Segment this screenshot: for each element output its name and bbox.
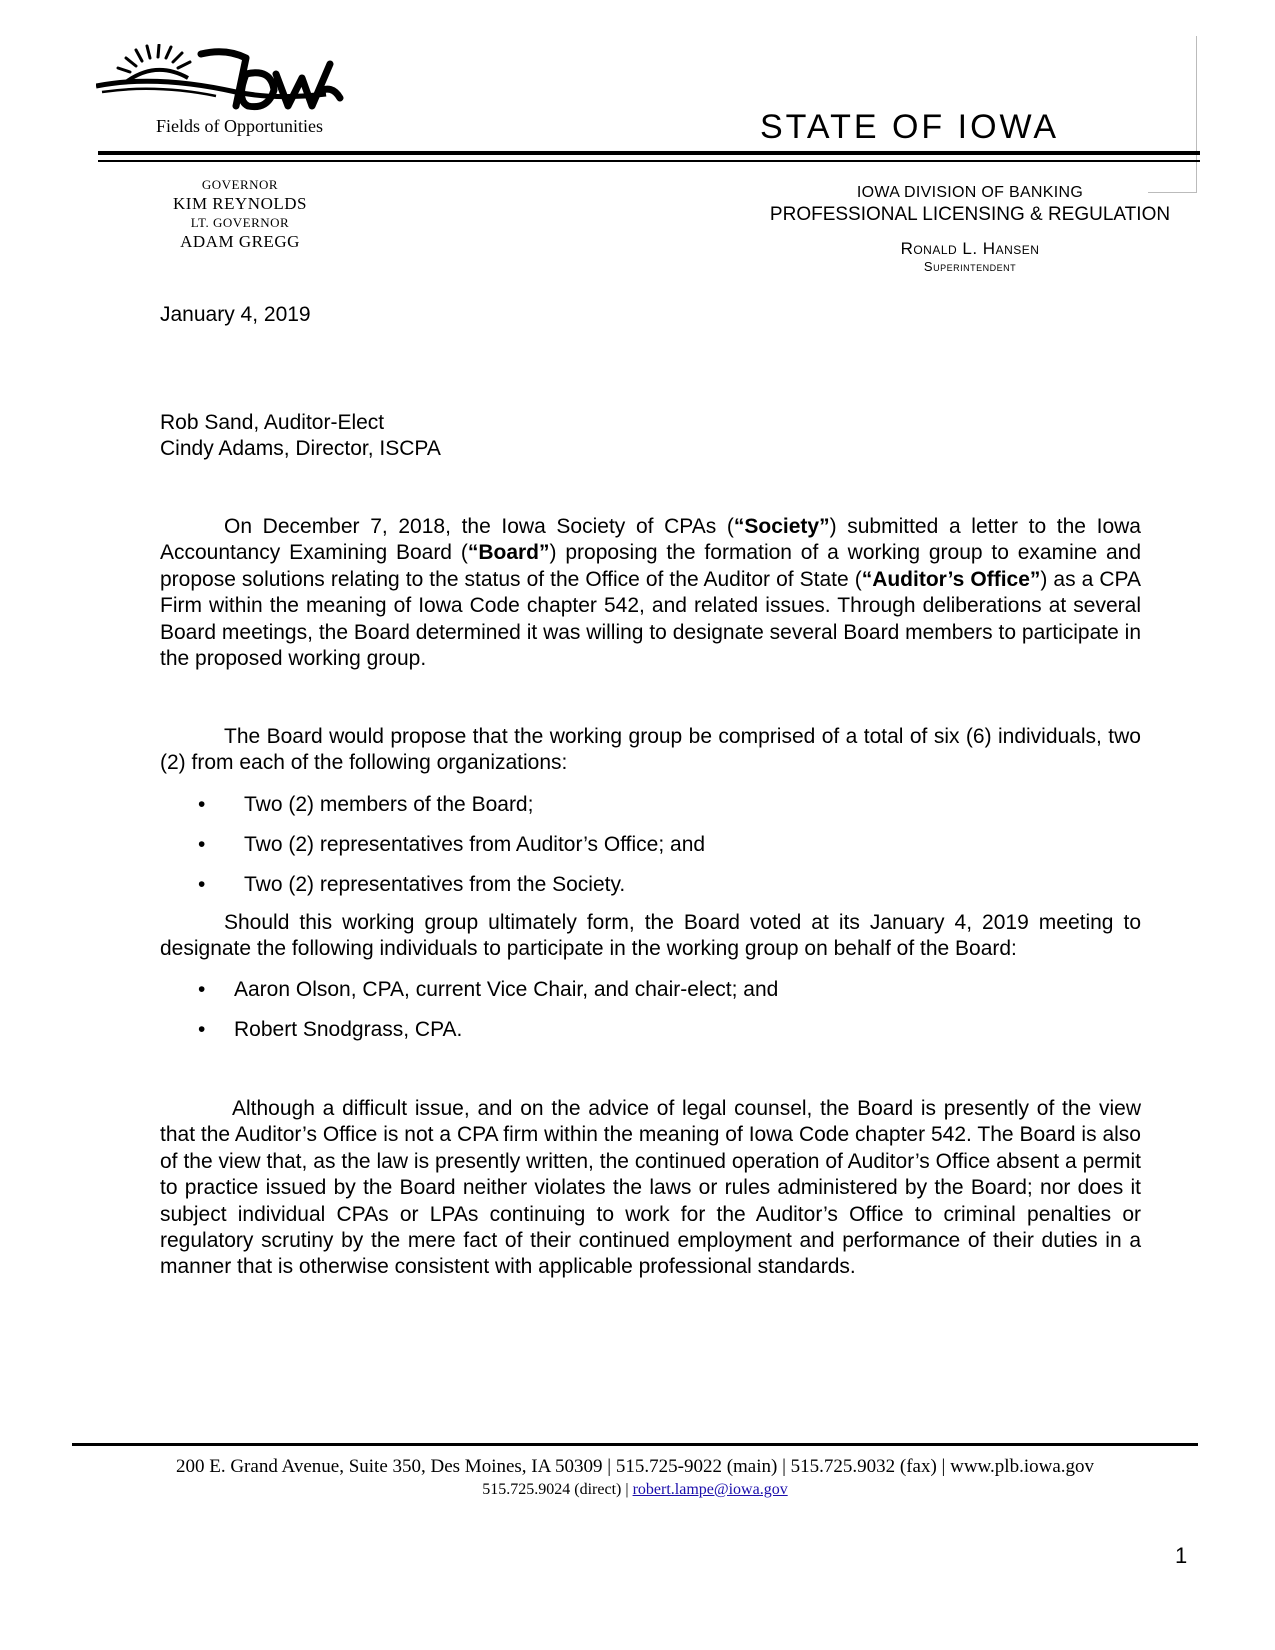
bullet-icon: • (198, 1018, 206, 1041)
p1-term-auditors-office: “Auditor’s Office” (861, 567, 1041, 591)
footer-address: 200 E. Grand Avenue, Suite 350, Des Moines, IA 50309 | 515.725-9022 (main) | 515.725.9032 (fax) | www.plb.iowa.gov (175, 1456, 1094, 1477)
paragraph-2: The Board would propose that the working group be comprised of a total of six (6) individuals, two (2) from each of the following organizations: (160, 725, 1141, 775)
division-name: IOWA DIVISION OF BANKING (856, 184, 1084, 201)
governor-name: KIM REYNOLDS (173, 194, 307, 213)
p1-text-g: ) as a CPA Firm within the meaning of Iowa Code chapter 542, and related issues. Through deliberations at several Board meetings, the Board determined it was willing to designate several Board members to participate in the proposed working group. (160, 567, 1141, 671)
p1-term-society: “Society” (733, 515, 830, 538)
paragraph-3: Should this working group ultimately form, the Board voted at its January 4, 2019 meeting to designate the following individuals to participate in the working group on behalf of the Board: (160, 911, 1141, 961)
recipient-1: Rob Sand, Auditor-Elect (160, 411, 385, 434)
bullet-icon: • (198, 873, 206, 896)
state-title: STATE OF IOWA (760, 108, 1060, 146)
iowa-logo (96, 44, 346, 144)
footer-direct-phone: 515.725.9024 (direct) | (482, 1481, 633, 1498)
list-item (160, 977, 1141, 1017)
paragraph-4: Although a difficult issue, and on the advice of legal counsel, the Board is presently of the view that the Auditor’s Office is not a CPA firm within the meaning of Iowa Code chapter 542. The Board is also of the view that, as the law is presently written, the continued operation of Auditor’s Office absent a permit to practice issued by the Board neither violates the laws or rules administered by the Board; nor does it subject individual CPAs or LPAs continuing to work for the Auditor’s Office to criminal penalties or regulatory scrutiny by the mere fact of their continued employment and performance of their duties in a manner that is otherwise consistent with applicable professional standards. (160, 1097, 1141, 1279)
superintendent-name: Ronald L. Hansen (900, 239, 1040, 258)
lt-governor-name: ADAM GREGG (180, 232, 300, 251)
footer-rule (72, 1443, 1198, 1446)
paragraph-1 (160, 514, 1141, 672)
header-rule-thin (98, 160, 1200, 162)
letter-date: January 4, 2019 (160, 303, 311, 326)
bullet-icon: • (198, 833, 206, 856)
list-item-text: Two (2) representatives from the Society. (244, 873, 626, 896)
bullet-icon: • (198, 978, 206, 1001)
footer-contact (72, 1480, 1198, 1500)
bullet-icon: • (198, 793, 206, 816)
bureau-name: PROFESSIONAL LICENSING & REGULATION (769, 204, 1171, 225)
list-item-text: Two (2) representatives from Auditor’s Office; and (244, 833, 706, 856)
p1-text-a: On December 7, 2018, the Iowa Society of CPAs ( (224, 515, 734, 538)
list-item-text: Robert Snodgrass, CPA. (234, 1018, 463, 1041)
list-item-text: Aaron Olson, CPA, current Vice Chair, and chair-elect; and (234, 978, 779, 1001)
designees-list (160, 977, 1141, 1057)
list-item (160, 1017, 1141, 1057)
governor-block (150, 175, 330, 251)
recipient-2: Cindy Adams, Director, ISCPA (160, 437, 441, 461)
corner-divider-vertical (1196, 36, 1197, 192)
list-item (160, 872, 1141, 912)
logo-tagline: Fields of Opportunities (156, 116, 323, 136)
list-item-text: Two (2) members of the Board; (244, 793, 534, 816)
division-block (740, 183, 1200, 275)
header-rule-thick (98, 151, 1200, 155)
list-item (160, 832, 1141, 872)
email-link[interactable]: robert.lampe@iowa.gov (632, 1481, 788, 1498)
organizations-list (160, 792, 1141, 912)
page-number: 1 (1175, 1543, 1188, 1568)
recipients (160, 410, 441, 463)
lt-governor-label: LT. GOVERNOR (190, 215, 290, 230)
p1-term-board: “Board” (467, 541, 550, 565)
p1-text-c: ) submitted a letter to the Iowa Accountancy Examining Board ( (160, 515, 1141, 565)
governor-label: GOVERNOR (201, 177, 279, 192)
p1-text-e: ) proposing the formation of a working group to examine and propose solutions relating to the status of the Office of the Auditor of State ( (160, 541, 1141, 591)
list-item (160, 792, 1141, 832)
superintendent-title: Superintendent (923, 259, 1017, 274)
